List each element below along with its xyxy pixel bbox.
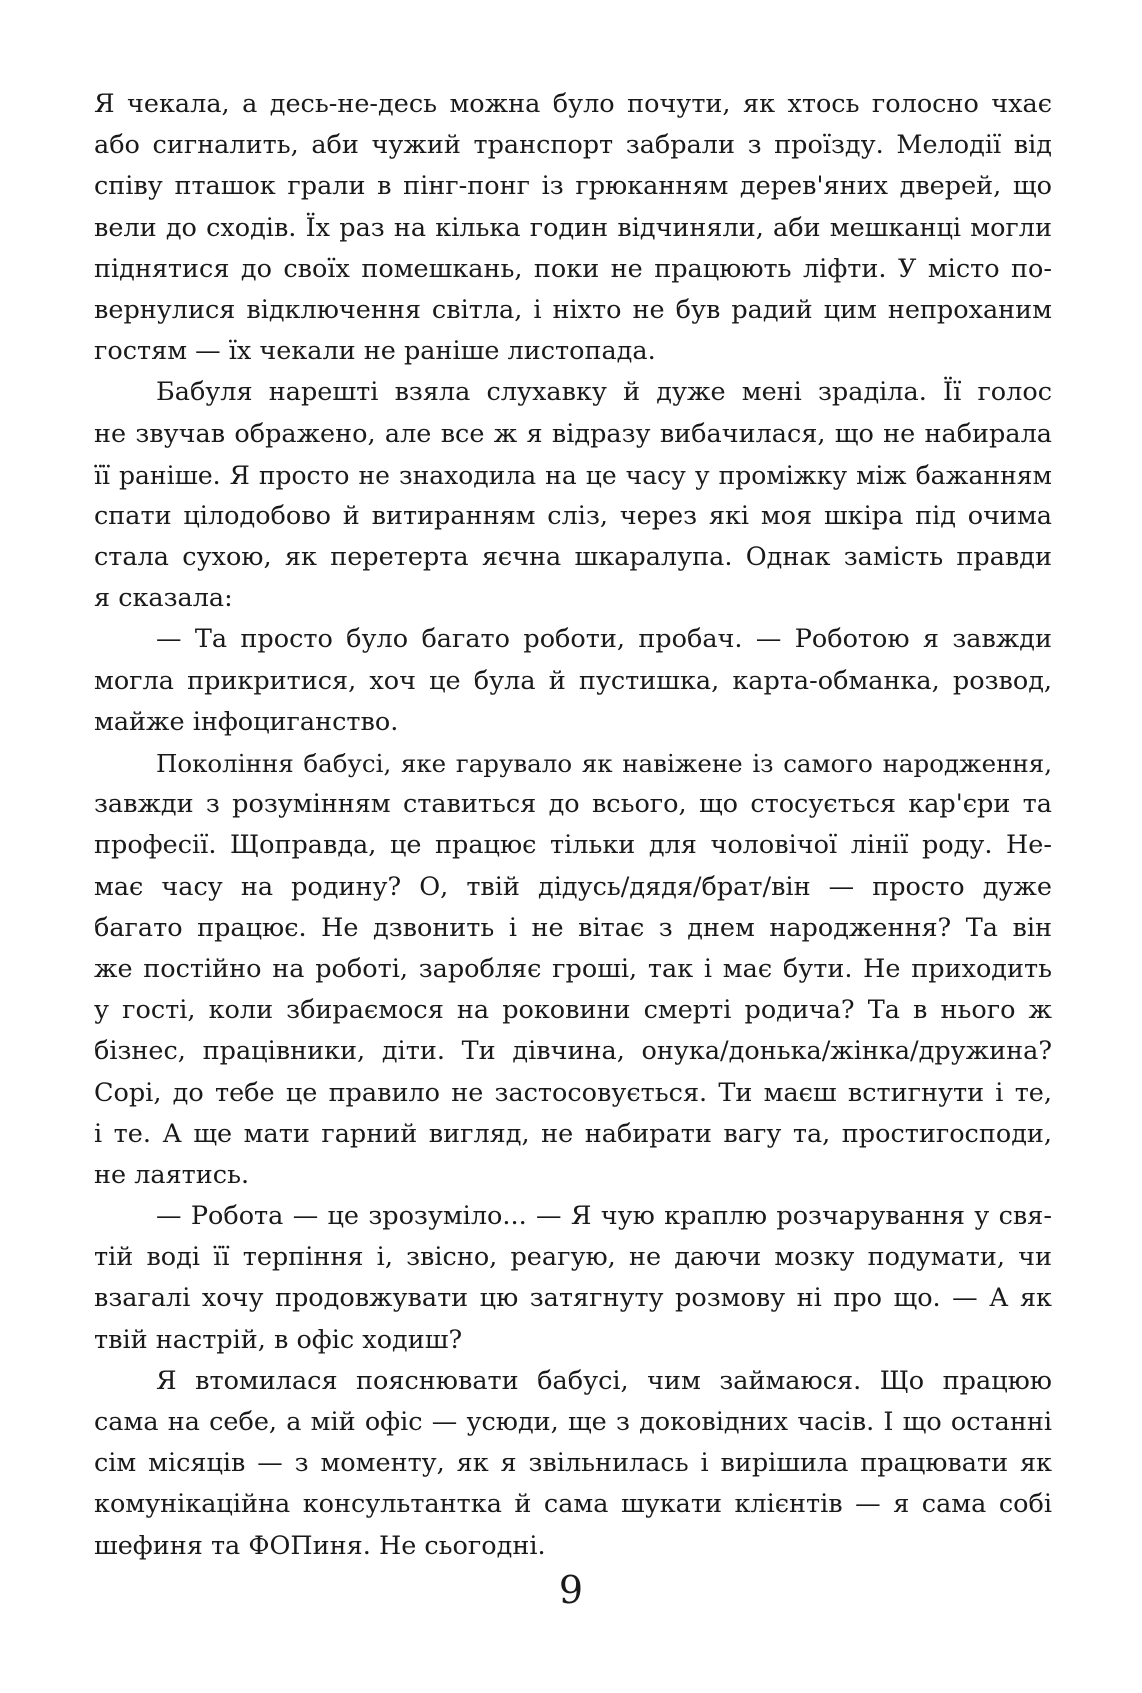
- text-line: взагалі хочу продовжувати цю затягнуту розмову ні про що. — А як: [94, 1283, 1052, 1314]
- text-line: вели до сходів. Їх раз на кілька годин відчиняли, аби мешканці могли: [94, 212, 1052, 243]
- text-line: сім місяців — з моменту, як я звільнилась і вирішила працювати як: [94, 1448, 1052, 1479]
- text-line: гостям — їх чекали не раніше листопада.: [94, 336, 656, 367]
- text-line: шефиня та ФОПиня. Не сьогодні.: [94, 1530, 546, 1561]
- text-line: професії. Щоправда, це працює тільки для чоловічої лінії роду. Не-: [94, 830, 1052, 861]
- text-line: або сигналить, аби чужий транспорт забрали з проїзду. Мелодії від: [94, 130, 1052, 161]
- paragraph: [94, 1361, 1052, 1567]
- text-line: бізнес, працівники, діти. Ти дівчина, онука/донька/жінка/дружина?: [94, 1036, 1052, 1067]
- text-line: багато працює. Не дзвонить і не вітає з днем народження? Та він: [94, 912, 1052, 943]
- text-line: вернулися відключення світла, і ніхто не був радий цим непроханим: [94, 294, 1052, 325]
- text-line: має часу на родину? О, твій дідусь/дядя/брат/він — просто дуже: [94, 871, 1052, 902]
- text-line: Сорі, до тебе це правило не застосовується. Ти маєш встигнути і те,: [94, 1077, 1052, 1108]
- text-line: Покоління бабусі, яке гарувало як навіжене із самого народження,: [156, 749, 1052, 778]
- text-line: завжди з розумінням ставиться до всього, що стосується кар'єри та: [94, 789, 1052, 820]
- text-line: могла прикритися, хоч це була й пустишка, карта-обманка, розвод,: [94, 665, 1052, 696]
- text-line: Я чекала, а десь-не-десь можна було почути, як хтось голосно чхає: [94, 89, 1052, 119]
- text-line: майже інфоциганство.: [94, 706, 399, 737]
- paragraph: [94, 1196, 1052, 1361]
- text-line: тій воді її терпіння і, звісно, реагую, не даючи мозку подумати, чи: [94, 1242, 1052, 1273]
- body-text: [94, 84, 1052, 1567]
- text-line: — Та просто було багато роботи, пробач. — Роботою я завжди: [156, 624, 1052, 655]
- text-line: і те. А ще мати гарний вигляд, не набирати вагу та, простигосподи,: [94, 1118, 1052, 1149]
- text-line: Я втомилася пояснювати бабусі, чим займаюся. Що працюю: [156, 1365, 1052, 1396]
- page-number: 9: [558, 1568, 584, 1612]
- text-line: Бабуля нарешті взяла слухавку й дуже мені зраділа. Її голос: [156, 377, 1052, 408]
- text-line: не звучав ображено, але все ж я відразу вибачилася, що не набирала: [94, 418, 1052, 449]
- text-line: сама на себе, а мій офіс — усюди, ще з доковідних часів. І що останні: [94, 1407, 1052, 1437]
- text-line: спати цілодобово й витиранням сліз, через які моя шкіра під очима: [94, 500, 1052, 531]
- text-line: піднятися до своїх помешкань, поки не працюють ліфти. У місто по-: [94, 253, 1052, 284]
- text-line: співу пташок грали в пінг-понг із грюканням дерев'яних дверей, що: [94, 171, 1052, 202]
- text-line: комунікаційна консультантка й сама шукати клієнтів — я сама собі: [94, 1489, 1052, 1520]
- text-line: її раніше. Я просто не знаходила на це часу у проміжку між бажанням: [94, 460, 1052, 490]
- paragraph: [94, 743, 1052, 1196]
- text-line: не лаятись.: [94, 1159, 250, 1190]
- paragraph: [94, 619, 1052, 743]
- text-line: стала сухою, як перетерта яєчна шкаралупа. Однак замість правди: [94, 542, 1052, 573]
- paragraph: [94, 84, 1052, 372]
- text-line: — Робота — це зрозуміло... — Я чую краплю розчарування у свя-: [156, 1201, 1052, 1232]
- paragraph: [94, 372, 1052, 619]
- text-line: я сказала:: [94, 583, 233, 614]
- text-line: твій настрій, в офіс ходиш?: [94, 1324, 463, 1355]
- text-line: у гості, коли збираємося на роковини смерті родича? Та в нього ж: [94, 995, 1052, 1026]
- text-line: же постійно на роботі, заробляє гроші, так і має бути. Не приходить: [94, 953, 1052, 984]
